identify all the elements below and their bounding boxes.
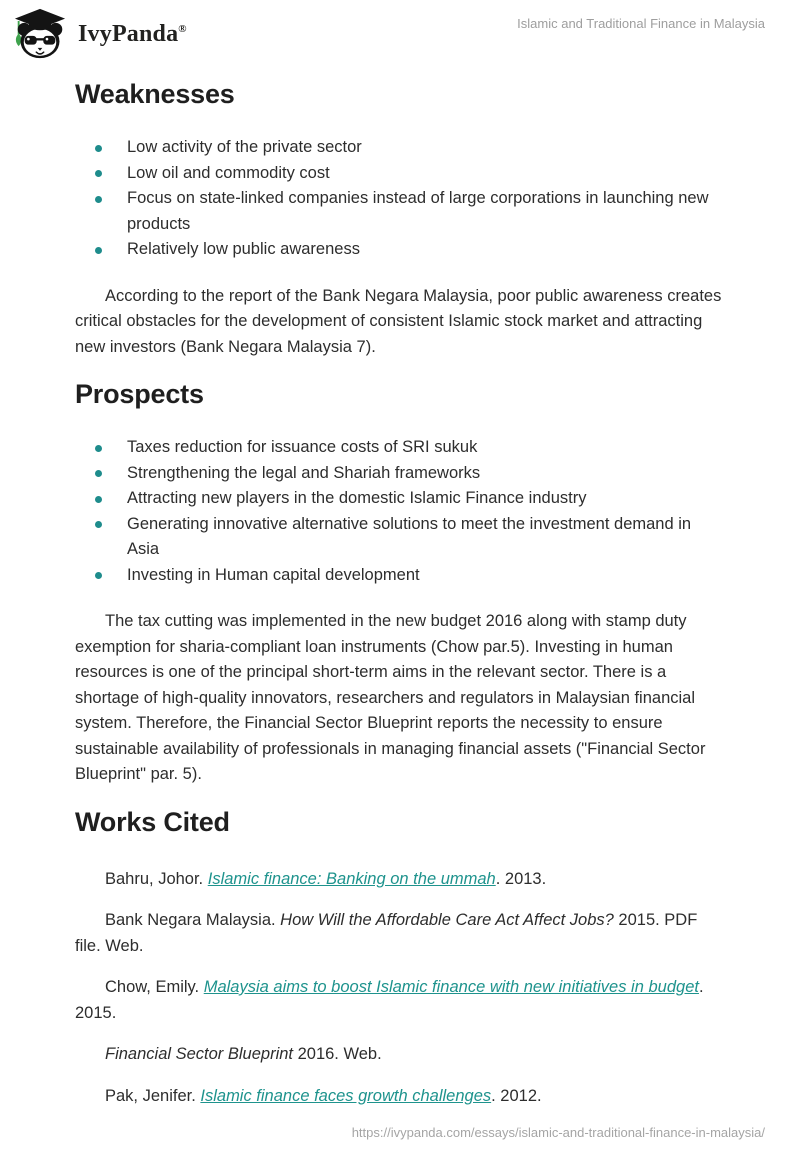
citation-prefix: Bank Negara Malaysia. xyxy=(105,911,281,929)
citation-title-italic: How Will the Affordable Care Act Affect Jobs? xyxy=(280,911,614,929)
list-item: Relatively low public awareness xyxy=(127,237,725,263)
ivypanda-brand xyxy=(10,8,187,60)
panda-graduate-icon xyxy=(10,8,70,60)
citation-entry xyxy=(75,1042,725,1068)
prospects-paragraph: The tax cutting was implemented in the new budget 2016 along with stamp duty exemption for sharia-compliant loan instruments (Chow par.5). Investing in human resources is one of the principal short-term aims in the relevant sector. There is a shortage of high-quality innovators, researchers and regulators in Malaysian financial system. Therefore, the Financial Sector Blueprint reports the necessity to ensure sustainable availability of professionals in managing financial assets ("Financial Sector Blueprint" par. 5). xyxy=(75,612,706,783)
weaknesses-list xyxy=(75,135,725,263)
registered-trademark: ® xyxy=(178,22,187,35)
citation-entry xyxy=(75,908,725,959)
citation-entry xyxy=(75,975,725,1026)
section-heading-prospects: Prospects xyxy=(75,379,204,409)
brand-name xyxy=(78,21,187,48)
list-item: Focus on state-linked companies instead of large corporations in launching new products xyxy=(127,186,725,237)
list-item: Investing in Human capital development xyxy=(127,563,725,589)
citation-suffix: . 2012. xyxy=(491,1086,542,1105)
section-heading-weaknesses: Weaknesses xyxy=(75,79,235,109)
citation-prefix: Pak, Jenifer. xyxy=(105,1086,201,1105)
page-url: https://ivypanda.com/essays/islamic-and-traditional-finance-in-malaysia/ xyxy=(351,1125,765,1140)
citation-prefix: Bahru, Johor. xyxy=(105,869,208,888)
citation-title-italic: Financial Sector Blueprint xyxy=(105,1045,294,1063)
citation-suffix: 2016. Web. xyxy=(293,1045,382,1063)
citation-entry xyxy=(75,867,725,893)
list-item: Attracting new players in the domestic Islamic Finance industry xyxy=(127,486,725,512)
citation-link[interactable]: Islamic finance: Banking on the ummah xyxy=(207,869,496,888)
list-item: Strengthening the legal and Shariah frameworks xyxy=(127,461,725,487)
essay-content xyxy=(75,79,725,1109)
citation-suffix: . 2015. xyxy=(75,978,704,1022)
citation-link[interactable]: Islamic finance faces growth challenges xyxy=(200,1086,492,1105)
section-heading-works-cited: Works Cited xyxy=(75,806,230,837)
brand-name-text: IvyPanda xyxy=(78,20,179,47)
citation-prefix: Chow, Emily. xyxy=(105,978,204,996)
weaknesses-paragraph: According to the report of the Bank Negara Malaysia, poor public awareness creates critical obstacles for the development of consistent Islamic stock market and attracting new investors (Bank Negara Malaysia 7). xyxy=(75,286,722,356)
citation-suffix: . 2013. xyxy=(495,869,547,888)
list-item: Low oil and commodity cost xyxy=(127,161,725,187)
prospects-list xyxy=(75,435,725,588)
list-item: Taxes reduction for issuance costs of SRI sukuk xyxy=(127,435,725,461)
document-title: Islamic and Traditional Finance in Malaysia xyxy=(517,16,765,31)
list-item: Low activity of the private sector xyxy=(127,135,725,161)
page-header xyxy=(0,0,800,60)
citation-link[interactable]: Malaysia aims to boost Islamic finance with new initiatives in budget xyxy=(203,978,699,996)
list-item: Generating innovative alternative solutions to meet the investment demand in Asia xyxy=(127,512,725,563)
citation-entry xyxy=(75,1084,725,1110)
citation-suffix: 2015. PDF file. Web. xyxy=(75,911,698,955)
